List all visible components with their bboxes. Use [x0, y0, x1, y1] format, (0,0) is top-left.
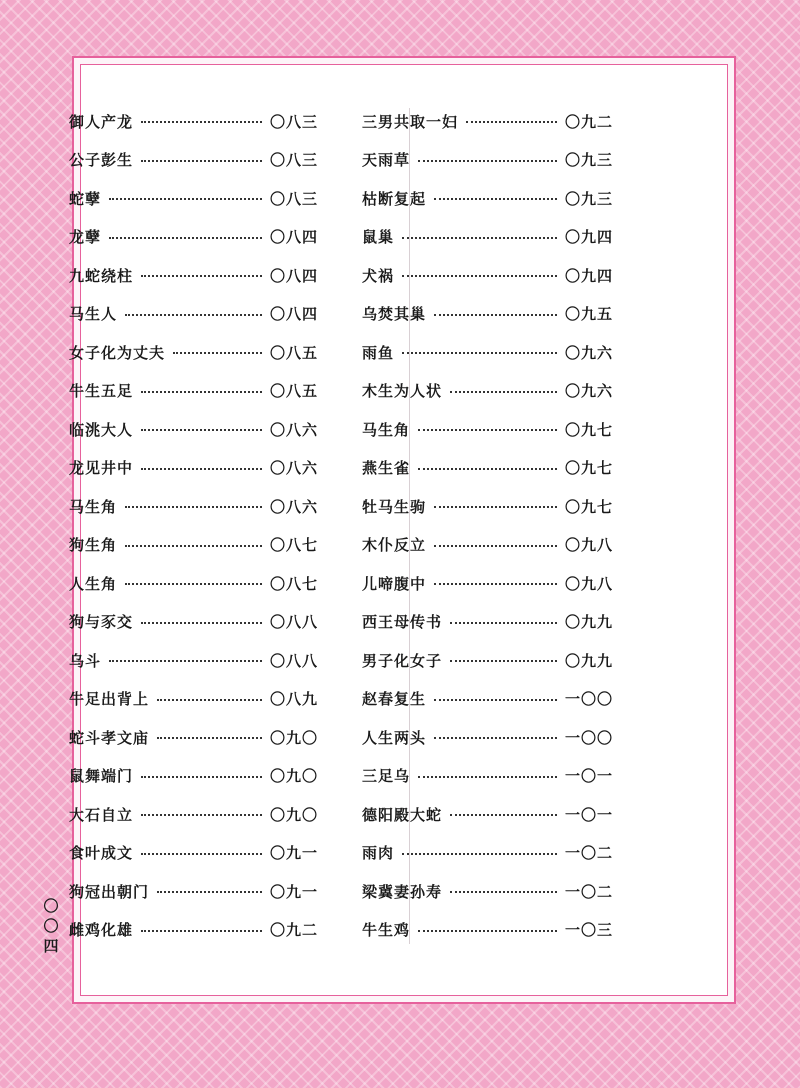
toc-entry-title: 马生角 [69, 497, 118, 516]
toc-entry[interactable] [69, 456, 318, 480]
dot-leader [109, 237, 262, 239]
toc-entry-page: 〇八九 [269, 690, 318, 708]
dot-leader [141, 930, 262, 932]
toc-entry-title: 人生角 [69, 574, 118, 593]
toc-entry[interactable] [362, 109, 613, 133]
toc-entry-page: 〇九〇 [269, 805, 318, 824]
dot-leader [141, 776, 262, 778]
toc-entry-title: 天雨草 [362, 151, 411, 169]
toc-entry[interactable] [69, 494, 318, 518]
toc-entry[interactable] [362, 148, 613, 172]
dot-leader [418, 468, 557, 470]
toc-entry[interactable] [362, 841, 613, 865]
dot-leader [141, 429, 262, 431]
toc-entry-page: 〇八六 [269, 497, 318, 516]
toc-entry-title: 牛生五足 [69, 382, 134, 400]
dot-leader [141, 160, 262, 162]
dot-leader [434, 198, 557, 200]
dot-leader [402, 275, 557, 277]
toc-entry-title: 燕生雀 [362, 459, 411, 477]
toc-entry-page: 〇八八 [269, 613, 318, 631]
toc-entry-page: 一〇一 [564, 805, 613, 824]
toc-entry[interactable] [69, 764, 318, 788]
dot-leader [450, 814, 557, 816]
toc-entry-title: 九蛇绕柱 [69, 266, 134, 285]
page-number-digit: 〇 [43, 897, 59, 915]
dot-leader [141, 814, 262, 816]
toc-entry-title: 临洮大人 [69, 420, 134, 439]
toc-entry-title: 人生两头 [362, 728, 427, 747]
dot-leader [109, 198, 262, 200]
toc-entry-title: 御人产龙 [69, 112, 134, 131]
toc-entry[interactable] [69, 417, 318, 441]
dot-leader [434, 314, 557, 316]
toc-entry-page: 〇九〇 [269, 728, 318, 747]
toc-entry-title: 梁冀妻孙寿 [362, 882, 443, 901]
toc-entry[interactable] [362, 456, 613, 480]
dot-leader [173, 352, 262, 354]
toc-entry[interactable] [69, 148, 318, 172]
toc-entry[interactable] [69, 186, 318, 210]
toc-entry-title: 大石自立 [69, 805, 134, 824]
dot-leader [450, 622, 557, 624]
toc-entry-page: 〇八四 [269, 266, 318, 285]
toc-entry-title: 男子化女子 [362, 651, 443, 670]
dot-leader [450, 391, 557, 393]
toc-entry-title: 儿啼腹中 [362, 574, 427, 593]
dot-leader [157, 891, 262, 893]
toc-entry-title: 三足乌 [362, 767, 411, 785]
dot-leader [157, 737, 262, 739]
toc-entry[interactable] [69, 340, 318, 364]
dot-leader [418, 429, 557, 431]
toc-entry[interactable] [362, 417, 613, 441]
dot-leader [418, 776, 557, 778]
toc-entry-page: 〇八六 [269, 420, 318, 439]
toc-entry[interactable] [69, 841, 318, 865]
toc-entry[interactable] [69, 263, 318, 287]
toc-entry-page: 〇九七 [564, 459, 613, 477]
toc-entry-title: 狗与豕交 [69, 613, 134, 631]
toc-entry[interactable] [362, 186, 613, 210]
toc-entry-title: 马生人 [69, 305, 118, 323]
dot-leader [141, 391, 262, 393]
toc-entry-page: 〇八五 [269, 343, 318, 362]
page-number-digit: 四 [43, 937, 59, 955]
toc-entry-page: 〇九七 [564, 497, 613, 516]
dot-leader [125, 583, 262, 585]
toc-entry[interactable] [362, 571, 613, 595]
toc-entry[interactable] [362, 879, 613, 903]
dot-leader [141, 622, 262, 624]
toc-entry[interactable] [362, 340, 613, 364]
toc-entry[interactable] [69, 109, 318, 133]
toc-entry[interactable] [362, 764, 613, 788]
toc-entry-title: 蛇孽 [69, 189, 102, 208]
dot-leader [434, 737, 557, 739]
toc-entry[interactable] [69, 533, 318, 557]
toc-entry-page: 〇九二 [269, 921, 318, 939]
toc-entry-page: 〇八四 [269, 228, 318, 246]
dot-leader [434, 583, 557, 585]
toc-entry-page: 〇九一 [269, 882, 318, 901]
dot-leader [402, 352, 557, 354]
toc-entry-title: 犬祸 [362, 266, 395, 285]
toc-entry-page: 〇九九 [564, 651, 613, 670]
toc-entry-title: 牛足出背上 [69, 690, 150, 708]
page-number-digit: 〇 [43, 917, 59, 935]
toc-entry-page: 〇九六 [564, 382, 613, 400]
dot-leader [141, 468, 262, 470]
toc-entry[interactable] [69, 379, 318, 403]
toc-entry[interactable] [69, 571, 318, 595]
dot-leader [125, 314, 262, 316]
dot-leader [125, 506, 262, 508]
toc-entry[interactable] [69, 879, 318, 903]
toc-entry-page: 〇九四 [564, 228, 613, 246]
toc-entry-page: 〇九〇 [269, 767, 318, 785]
dot-leader [157, 699, 262, 701]
toc-entry-title: 公子彭生 [69, 151, 134, 169]
toc-entry[interactable] [69, 725, 318, 749]
toc-entry-title: 雌鸡化雄 [69, 921, 134, 939]
toc-entry-page: 〇八四 [269, 305, 318, 323]
toc-entry-page: 〇八五 [269, 382, 318, 400]
toc-entry[interactable] [362, 263, 613, 287]
dot-leader [418, 930, 557, 932]
toc-entry-title: 乌斗 [69, 651, 102, 670]
toc-entry-page: 〇九七 [564, 420, 613, 439]
toc-entry-title: 狗冠出朝门 [69, 882, 150, 901]
dot-leader [450, 660, 557, 662]
toc-entry[interactable] [362, 494, 613, 518]
toc-entry-title: 鼠巢 [362, 228, 395, 246]
toc-entry-page: 一〇〇 [564, 728, 613, 747]
toc-entry-page: 〇九八 [564, 536, 613, 554]
toc-entry-title: 西王母传书 [362, 613, 443, 631]
toc-entry-page: 〇九一 [269, 844, 318, 862]
toc-entry[interactable] [69, 687, 318, 711]
dot-leader [109, 660, 262, 662]
toc-entry-page: 〇九五 [564, 305, 613, 323]
toc-entry-title: 鼠舞端门 [69, 767, 134, 785]
toc-entry-page: 一〇〇 [564, 690, 613, 708]
dot-leader [434, 699, 557, 701]
toc-entry-title: 三男共取一妇 [362, 112, 459, 131]
toc-entry[interactable] [362, 225, 613, 249]
toc-entry-title: 食叶成文 [69, 844, 134, 862]
toc-entry-title: 木生为人状 [362, 382, 443, 400]
toc-entry[interactable] [362, 648, 613, 672]
dot-leader [402, 237, 557, 239]
toc-entry-page: 〇八七 [269, 536, 318, 554]
toc-entry-page: 〇八八 [269, 651, 318, 670]
toc-entry-page: 〇九三 [564, 189, 613, 208]
toc-entry[interactable] [69, 302, 318, 326]
toc-entry-page: 〇九六 [564, 343, 613, 362]
toc-entry[interactable] [69, 802, 318, 826]
toc-entry-title: 木仆反立 [362, 536, 427, 554]
dot-leader [141, 275, 262, 277]
toc-entry[interactable] [69, 610, 318, 634]
toc-entry[interactable] [362, 610, 613, 634]
dot-leader [434, 506, 557, 508]
toc-entry[interactable] [362, 802, 613, 826]
toc-entry-title: 龙见井中 [69, 459, 134, 477]
toc-entry-page: 〇九二 [564, 112, 613, 131]
page-number [42, 896, 60, 956]
toc-entry-title: 枯断复起 [362, 189, 427, 208]
toc-entry[interactable] [69, 918, 318, 942]
toc-entry-page: 〇九九 [564, 613, 613, 631]
toc-entry-title: 龙孽 [69, 228, 102, 246]
toc-entry[interactable] [362, 302, 613, 326]
dot-leader [141, 853, 262, 855]
toc-entry-title: 乌焚其巢 [362, 305, 427, 323]
toc-entry[interactable] [362, 687, 613, 711]
dot-leader [450, 891, 557, 893]
toc-entry-page: 〇八三 [269, 189, 318, 208]
dot-leader [466, 121, 557, 123]
toc-entry-title: 雨鱼 [362, 343, 395, 362]
toc-entry[interactable] [362, 379, 613, 403]
toc-entry-page: 〇九三 [564, 151, 613, 169]
toc-entry-page: 〇九八 [564, 574, 613, 593]
toc-entry-page: 〇八六 [269, 459, 318, 477]
toc-entry-page: 一〇三 [564, 921, 613, 939]
toc-entry-page: 〇九四 [564, 266, 613, 285]
toc-entry-title: 赵春复生 [362, 690, 427, 708]
toc-entry-page: 一〇一 [564, 767, 613, 785]
toc-entry-title: 女子化为丈夫 [69, 343, 166, 362]
toc-entry-page: 〇八三 [269, 112, 318, 131]
dot-leader [125, 545, 262, 547]
toc-entry-title: 蛇斗孝文庙 [69, 728, 150, 747]
toc-entry[interactable] [362, 918, 613, 942]
dot-leader [402, 853, 557, 855]
toc-entry-title: 狗生角 [69, 536, 118, 554]
toc-entry-page: 〇八七 [269, 574, 318, 593]
toc-entry[interactable] [69, 225, 318, 249]
toc-entry[interactable] [69, 648, 318, 672]
toc-entry-title: 牛生鸡 [362, 921, 411, 939]
toc-entry[interactable] [362, 533, 613, 557]
toc-entry-title: 牡马生驹 [362, 497, 427, 516]
toc-entry-page: 〇八三 [269, 151, 318, 169]
dot-leader [418, 160, 557, 162]
toc-entry[interactable] [362, 725, 613, 749]
dot-leader [141, 121, 262, 123]
toc-entry-page: 一〇二 [564, 844, 613, 862]
dot-leader [434, 545, 557, 547]
toc-entry-title: 雨肉 [362, 844, 395, 862]
toc-entry-page: 一〇二 [564, 882, 613, 901]
toc-entry-title: 马生角 [362, 420, 411, 439]
toc-entry-title: 德阳殿大蛇 [362, 805, 443, 824]
